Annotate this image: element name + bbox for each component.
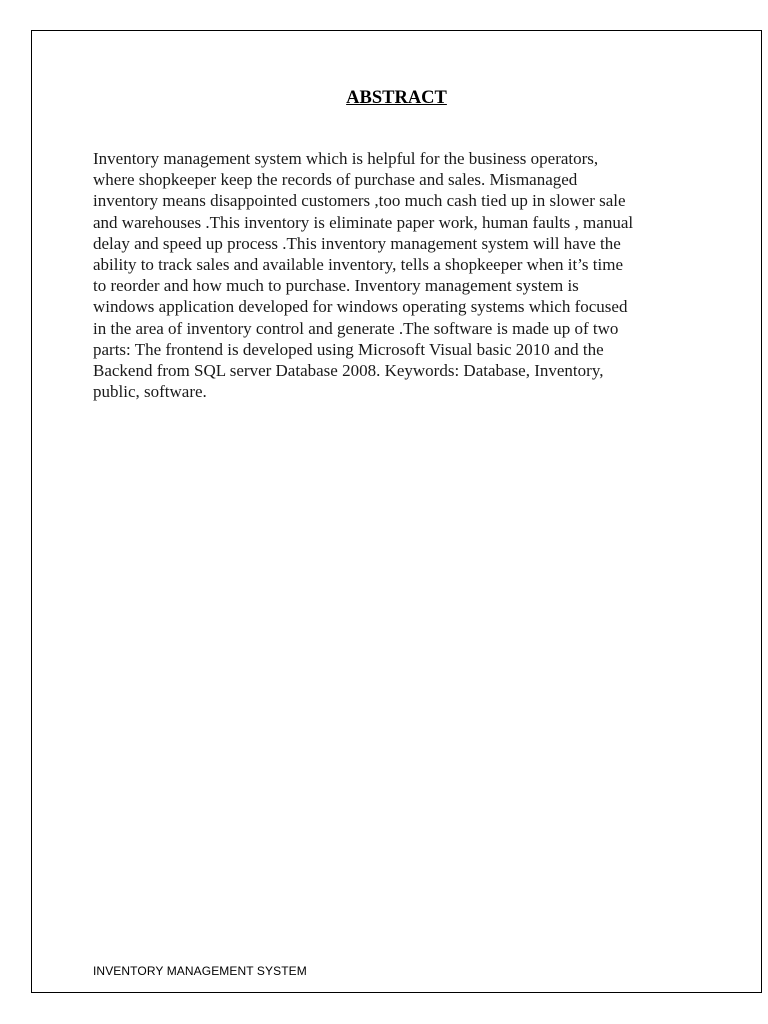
- abstract-line: Backend from SQL server Database 2008. Keywords: Database, Inventory,: [93, 361, 604, 381]
- abstract-line: to reorder and how much to purchase. Inventory management system is: [93, 276, 579, 296]
- page-footer: INVENTORY MANAGEMENT SYSTEM: [93, 964, 307, 978]
- abstract-line: in the area of inventory control and generate .The software is made up of two: [93, 318, 619, 338]
- abstract-line: ability to track sales and available inventory, tells a shopkeeper when it’s time: [93, 255, 623, 275]
- abstract-line: Inventory management system which is helpful for the business operators,: [93, 149, 599, 168]
- abstract-line: inventory means disappointed customers ,too much cash tied up in slower sale: [93, 191, 626, 211]
- abstract-line: parts: The frontend is developed using Microsoft Visual basic 2010 and the: [93, 339, 604, 359]
- abstract-body: [93, 148, 693, 402]
- page-frame: [31, 30, 762, 993]
- abstract-heading: ABSTRACT: [346, 88, 447, 108]
- abstract-line: and warehouses .This inventory is eliminate paper work, human faults , manual: [93, 212, 634, 232]
- abstract-line: windows application developed for windows operating systems which focused: [93, 297, 628, 317]
- abstract-line: public, software.: [93, 382, 207, 402]
- abstract-line: delay and speed up process .This inventory management system will have the: [93, 233, 621, 253]
- abstract-line: where shopkeeper keep the records of purchase and sales. Mismanaged: [93, 170, 578, 190]
